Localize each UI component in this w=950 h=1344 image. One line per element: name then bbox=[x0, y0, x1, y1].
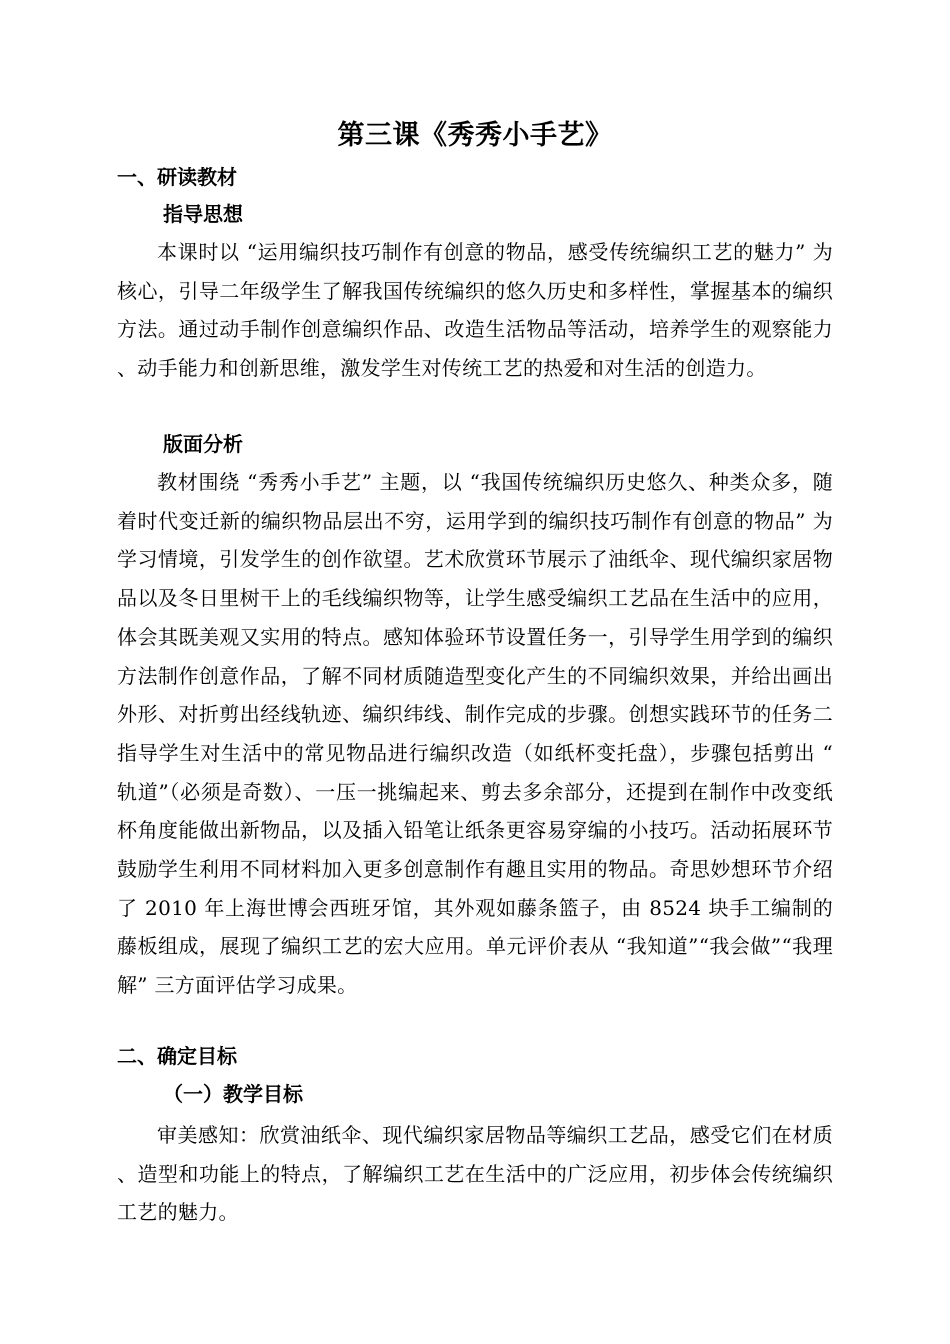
subsection-heading-guiding-idea: 指导思想 bbox=[163, 202, 243, 226]
paragraph-teaching-goals: 审美感知：欣赏油纸伞、现代编织家居物品等编织工艺品，感受它们在材质、造型和功能上的特点，了解编织工艺在生活中的广泛应用，初步体会传统编织工艺的魅力。 bbox=[117, 1123, 833, 1225]
subsection-heading-teaching-goals: （一）教学目标 bbox=[163, 1082, 303, 1106]
paragraph-guiding-idea: 本课时以 “运用编织技巧制作有创意的物品，感受传统编织工艺的魅力” 为核心，引导二年级学生了解我国传统编织的悠久历史和多样性，掌握基本的编织方法。通过动手制作创意编织作品、改造生活物品等活动，培养学生的观察能力、动手能力和创新思维，激发学生对传统工艺的热爱和对生活的创造力。 bbox=[117, 240, 833, 381]
paragraph-layout-analysis: 教材围绕 “秀秀小手艺” 主题，以 “我国传统编织历史悠久、种类众多，随着时代变迁新的编织物品层出不穷，运用学到的编织技巧制作有创意的物品” 为学习情境，引发学生的创作欲望。艺术欣赏环节展示了油纸伞、现代编织家居物品以及冬日里树干上的毛线编织物等，让学生感受编织工艺品在生活中的应用，体会其既美观又实用的特点。感知体验环节设置任务一，引导学生用学到的编织方法制作创意作品，了解不同材质随造型变化产生的不同编织效果，并给出画出外形、对折剪出经线轨迹、编织纬线、制作完成的步骤。创想实践环节的任务二指导学生对生活中的常见物品进行编织改造（如纸杯变托盘），步骤包括剪出 “轨道”（必须是奇数）、一压一挑编起来、剪去多余部分，还提到在制作中改变纸杯角度能做出新物品，以及插入铅笔让纸条更容易穿编的小技巧。活动拓展环节鼓励学生利用不同材料加入更多创意制作有趣且实用的物品。奇思妙想环节介绍了 2010 年上海世博会西班牙馆，其外观如藤条篮子，由 8524 块手工编制的藤板组成，展现了编织工艺的宏大应用。单元评价表从 “我知道”“我会做”“我理解” 三方面评估学习成果。 bbox=[117, 470, 833, 998]
document-title: 第三课《秀秀小手艺》 bbox=[337, 120, 613, 151]
subsection-heading-layout-analysis: 版面分析 bbox=[163, 432, 243, 456]
section-heading-set-goals: 二、确定目标 bbox=[117, 1044, 237, 1068]
section-heading-study-materials: 一、研读教材 bbox=[117, 165, 237, 189]
